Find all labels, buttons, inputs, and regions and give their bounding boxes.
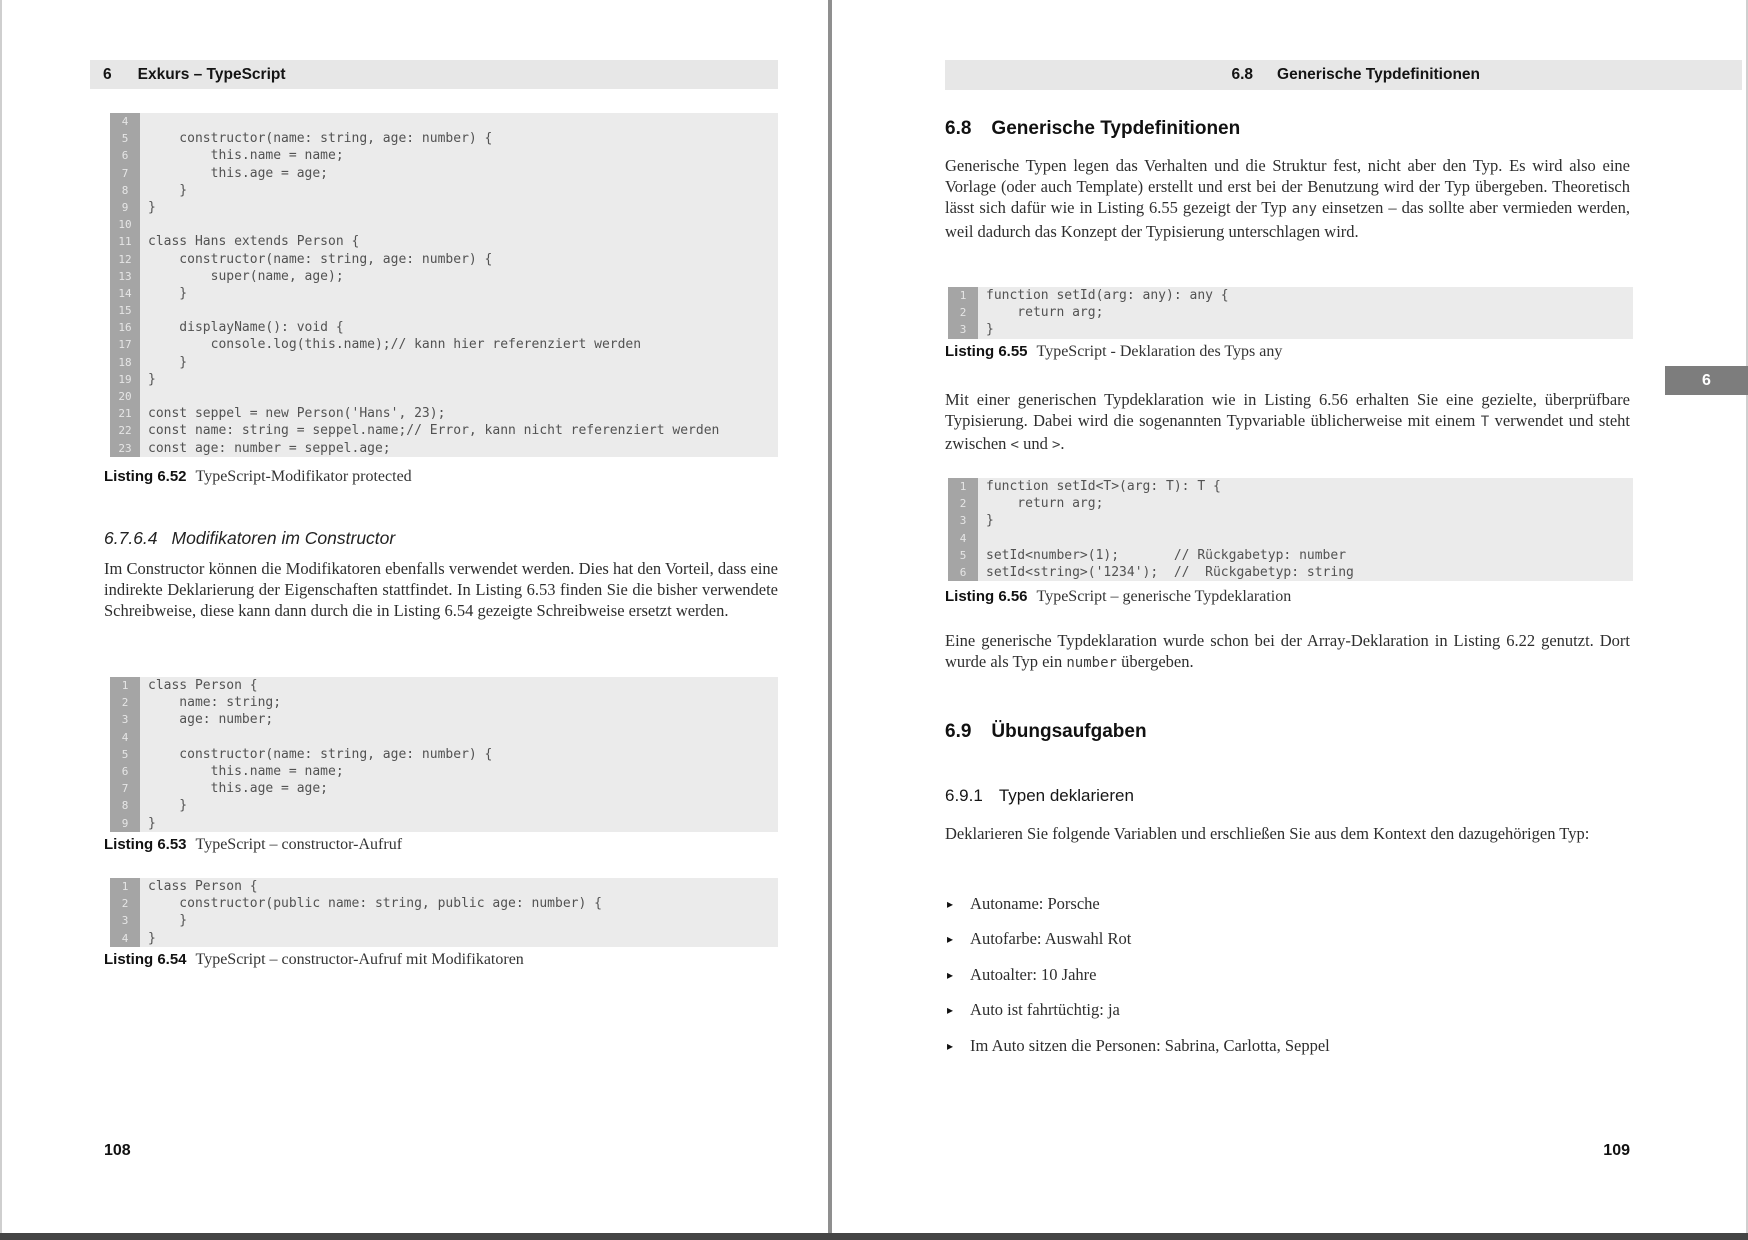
code-text: function setId<T>(arg: T): T { xyxy=(986,479,1221,494)
code-text: this.name = name; xyxy=(148,763,344,779)
text-run: verwendet und steht zwischen xyxy=(945,411,1630,454)
exercise-item-text: Autoalter: 10 Jahre xyxy=(970,964,1097,984)
chapter-thumb-tab: 6 xyxy=(1665,366,1748,395)
line-number: 1 xyxy=(948,287,978,304)
line-number: 11 xyxy=(110,233,140,250)
heading-title: Typen deklarieren xyxy=(998,786,1134,805)
code-listing-6-55 xyxy=(948,287,1633,339)
code-line xyxy=(110,895,778,912)
line-number: 2 xyxy=(948,495,978,512)
line-number: 14 xyxy=(110,285,140,302)
line-number: 17 xyxy=(110,336,140,353)
code-line xyxy=(948,547,1633,564)
line-number: 3 xyxy=(948,321,978,338)
code-line xyxy=(948,478,1633,495)
code-line xyxy=(110,113,778,130)
code-line xyxy=(110,797,778,814)
caption-text: TypeScript – generische Typdeklaration xyxy=(1036,588,1292,605)
heading-title: Übungsaufgaben xyxy=(991,721,1147,742)
line-number: 13 xyxy=(110,268,140,285)
heading-number: 6.9 xyxy=(945,721,972,742)
code-text: } xyxy=(148,354,188,370)
bullet-triangle-icon: ▸ xyxy=(947,1003,954,1018)
line-number: 5 xyxy=(110,746,140,763)
text-run: und xyxy=(1018,434,1052,454)
right-paragraph-1 xyxy=(945,155,1630,242)
code-line xyxy=(110,285,778,302)
code-text: this.age = age; xyxy=(148,165,329,181)
heading-number: 6.9.1 xyxy=(945,786,983,805)
line-number: 4 xyxy=(948,530,978,547)
right-running-head-section-number: 6.8 xyxy=(1231,66,1254,83)
code-line xyxy=(110,165,778,182)
code-text xyxy=(140,216,778,233)
code-text: setId<string>('1234'); // Rückgabetyp: string xyxy=(986,564,1354,580)
right-running-head-bar xyxy=(945,60,1742,90)
line-number: 2 xyxy=(110,895,140,912)
caption-listing-6-52 xyxy=(104,468,412,486)
inline-code: > xyxy=(1051,437,1061,454)
code-text xyxy=(978,530,1633,547)
left-running-head-chapter-number: 6 xyxy=(103,65,112,83)
line-number: 23 xyxy=(110,440,140,457)
code-line xyxy=(110,182,778,199)
right-paragraph-2 xyxy=(945,389,1630,457)
line-number: 4 xyxy=(110,930,140,947)
line-number: 8 xyxy=(110,182,140,199)
line-number: 7 xyxy=(110,780,140,797)
code-text: } xyxy=(148,913,188,929)
caption-label: Listing 6.52 xyxy=(104,468,187,485)
heading-number: 6.8 xyxy=(945,118,972,139)
code-line xyxy=(110,216,778,233)
caption-text: TypeScript-Modifikator protected xyxy=(195,468,412,485)
exercise-list-item xyxy=(947,999,1632,1022)
code-text: } xyxy=(148,930,156,946)
code-line xyxy=(948,321,1633,338)
code-line xyxy=(110,268,778,285)
code-line xyxy=(110,130,778,147)
caption-listing-6-53 xyxy=(104,836,402,854)
code-text: displayName(): void { xyxy=(148,320,344,336)
code-text: class Person { xyxy=(148,879,258,894)
exercise-item-text: Im Auto sitzen die Personen: Sabrina, Carlotta, Seppel xyxy=(970,1035,1330,1055)
code-text xyxy=(140,113,778,130)
left-page-number: 108 xyxy=(104,1142,131,1159)
line-number: 1 xyxy=(948,478,978,495)
line-number: 7 xyxy=(110,165,140,182)
caption-listing-6-54 xyxy=(104,951,524,969)
code-line xyxy=(110,405,778,422)
line-number: 10 xyxy=(110,216,140,233)
heading-6-9-1 xyxy=(945,786,1134,806)
exercise-item-text: Autofarbe: Auswahl Rot xyxy=(970,929,1132,949)
exercise-list-item xyxy=(947,1035,1632,1058)
text-run: Generische Typen legen das Verhalten und die Struktur fest, nicht aber den Typ. Es wird also eine Vorlage (oder auch Template) erstellt und erst bei der Benutzung wird der Typ übergeben. Theoretisch lässt sich dafür wie in Listing 6.55 gezeigt der Typ xyxy=(945,156,1630,218)
line-number: 3 xyxy=(110,912,140,929)
line-number: 2 xyxy=(110,694,140,711)
code-line xyxy=(110,711,778,728)
code-line xyxy=(110,694,778,711)
text-run: einsetzen – das sollte aber vermieden werden, weil dadurch das Konzept der Typisierung unterschlagen wird. xyxy=(945,198,1630,241)
bullet-triangle-icon: ▸ xyxy=(947,1038,954,1053)
code-text: console.log(this.name);// kann hier referenziert werden xyxy=(148,337,642,353)
code-text xyxy=(140,729,778,746)
line-number: 4 xyxy=(110,729,140,746)
code-line xyxy=(110,930,778,947)
line-number: 6 xyxy=(110,763,140,780)
code-line xyxy=(110,233,778,250)
code-listing-6-53 xyxy=(110,677,778,832)
code-line xyxy=(110,371,778,388)
code-line xyxy=(110,878,778,895)
inline-code: T xyxy=(1480,414,1490,431)
bullet-triangle-icon: ▸ xyxy=(947,897,954,911)
left-page-edge-line xyxy=(0,0,2,1233)
code-line xyxy=(110,199,778,216)
exercise-list-item xyxy=(947,893,1632,916)
left-body-paragraph: Im Constructor können die Modifikatoren ebenfalls verwendet werden. Dies hat den Vorteil, dass eine indirekte Deklarierung der Eigenschaften stattfindet. In Listing 6.53 finden Sie die bisher verwendete Schreibweise, diese kann dann durch die in Listing 6.54 gezeigte Schreibweise ersetzt werden. xyxy=(104,559,778,621)
code-text: constructor(name: string, age: number) { xyxy=(148,251,493,267)
line-number: 6 xyxy=(110,147,140,164)
code-listing-6-52 xyxy=(110,113,778,457)
line-number: 2 xyxy=(948,304,978,321)
code-text: return arg; xyxy=(986,496,1104,512)
bullet-triangle-icon: ▸ xyxy=(947,932,954,947)
code-text: function setId(arg: any): any { xyxy=(986,288,1229,303)
text-run: Eine generische Typdeklaration wurde schon bei der Array-Deklaration in Listing 6.22 genutzt. Dort wurde als Typ ein xyxy=(945,631,1630,672)
line-number: 18 xyxy=(110,354,140,371)
code-line xyxy=(110,729,778,746)
line-number: 15 xyxy=(110,302,140,319)
code-line xyxy=(110,147,778,164)
code-text: setId<number>(1); // Rückgabetyp: number xyxy=(986,547,1347,563)
text-run: übergeben. xyxy=(1116,652,1194,672)
code-listing-6-54 xyxy=(110,878,778,947)
code-text: super(name, age); xyxy=(148,268,344,284)
code-text xyxy=(140,388,778,405)
code-text: return arg; xyxy=(986,305,1104,321)
code-text: } xyxy=(148,199,156,215)
caption-label: Listing 6.54 xyxy=(104,951,187,968)
bottom-edge-bar xyxy=(0,1233,1748,1240)
line-number: 5 xyxy=(948,547,978,564)
code-line xyxy=(110,251,778,268)
line-number: 20 xyxy=(110,388,140,405)
line-number: 6 xyxy=(948,564,978,581)
code-text: class Hans extends Person { xyxy=(148,234,360,250)
left-running-head-bar xyxy=(90,60,778,89)
code-text: } xyxy=(148,285,188,301)
caption-text: TypeScript – constructor-Aufruf xyxy=(195,836,403,853)
caption-label: Listing 6.53 xyxy=(104,836,187,853)
heading-6-7-6-4 xyxy=(104,528,395,549)
line-number: 22 xyxy=(110,422,140,439)
exercise-bullet-list xyxy=(947,893,1632,1070)
line-number: 4 xyxy=(110,113,140,130)
exercise-list-item xyxy=(947,928,1632,951)
code-text: } xyxy=(148,182,188,198)
code-line xyxy=(948,304,1633,321)
caption-listing-6-56 xyxy=(945,588,1291,606)
heading-title: Modifikatoren im Constructor xyxy=(171,528,396,548)
line-number: 8 xyxy=(110,797,140,814)
code-line xyxy=(948,530,1633,547)
right-page-number: 109 xyxy=(1603,1142,1630,1159)
code-text: } xyxy=(148,798,188,814)
caption-listing-6-55 xyxy=(945,343,1282,361)
code-line xyxy=(110,815,778,832)
line-number: 1 xyxy=(110,878,140,895)
code-text: } xyxy=(986,513,994,529)
code-listing-6-56 xyxy=(948,478,1633,581)
right-running-head-title: Generische Typdefinitionen xyxy=(1277,66,1480,83)
caption-text: TypeScript – constructor-Aufruf mit Modifikatoren xyxy=(195,951,524,968)
code-text: name: string; xyxy=(148,695,282,711)
code-line xyxy=(110,388,778,405)
code-text: const age: number = seppel.age; xyxy=(148,440,391,456)
text-run: Mit einer generischen Typdeklaration wie in Listing 6.56 erhalten Sie eine gezielte, überprüfbare Typisierung. Dabei wird die sogenannten Typvariable üblicherweise mit einem xyxy=(945,390,1630,431)
code-line xyxy=(948,495,1633,512)
code-text: const seppel = new Person('Hans', 23); xyxy=(148,406,446,422)
caption-label: Listing 6.56 xyxy=(945,588,1028,605)
heading-number: 6.7.6.4 xyxy=(104,528,158,548)
inline-code: number xyxy=(1066,655,1117,672)
inline-code: < xyxy=(1010,437,1019,454)
code-text: this.name = name; xyxy=(148,148,344,164)
line-number: 3 xyxy=(110,711,140,728)
code-text: const name: string = seppel.name;// Error, kann nicht referenziert werden xyxy=(148,423,720,439)
code-line xyxy=(110,763,778,780)
code-line xyxy=(110,422,778,439)
code-line xyxy=(948,287,1633,304)
code-text xyxy=(140,302,778,319)
code-line xyxy=(110,912,778,929)
code-line xyxy=(948,512,1633,529)
code-line xyxy=(948,564,1633,581)
exercise-intro-paragraph: Deklarieren Sie folgende Variablen und erschließen Sie aus dem Kontext den dazugehörigen Typ: xyxy=(945,824,1590,843)
text-run: . xyxy=(1060,434,1065,454)
code-text: class Person { xyxy=(148,678,258,693)
line-number: 12 xyxy=(110,251,140,268)
code-line xyxy=(110,302,778,319)
code-text: this.age = age; xyxy=(148,781,329,797)
heading-6-8 xyxy=(945,118,1240,140)
line-number: 5 xyxy=(110,130,140,147)
code-line xyxy=(110,354,778,371)
code-line xyxy=(110,319,778,336)
left-running-head-title: Exkurs – TypeScript xyxy=(137,65,286,83)
heading-title: Generische Typdefinitionen xyxy=(991,118,1241,139)
inline-code: any xyxy=(1291,201,1317,218)
code-line xyxy=(110,746,778,763)
center-gutter-divider xyxy=(828,0,832,1233)
code-line xyxy=(110,677,778,694)
line-number: 19 xyxy=(110,371,140,388)
code-line xyxy=(110,440,778,457)
code-text: } xyxy=(148,815,156,831)
line-number: 21 xyxy=(110,405,140,422)
caption-text: TypeScript - Deklaration des Typs any xyxy=(1036,343,1283,360)
line-number: 9 xyxy=(110,815,140,832)
code-text: } xyxy=(148,371,156,387)
right-paragraph-3 xyxy=(945,630,1630,674)
code-line xyxy=(110,780,778,797)
exercise-item-text: Auto ist fahrtüchtig: ja xyxy=(970,1000,1120,1020)
line-number: 1 xyxy=(110,677,140,694)
code-line xyxy=(110,336,778,353)
line-number: 3 xyxy=(948,512,978,529)
code-text: constructor(name: string, age: number) { xyxy=(148,746,493,762)
code-text: age: number; xyxy=(148,712,274,728)
code-text: } xyxy=(986,322,994,338)
heading-6-9 xyxy=(945,721,1147,743)
bullet-triangle-icon: ▸ xyxy=(947,967,954,982)
caption-label: Listing 6.55 xyxy=(945,343,1028,360)
code-text: constructor(name: string, age: number) { xyxy=(148,131,493,147)
code-text: constructor(public name: string, public age: number) { xyxy=(148,896,602,912)
line-number: 16 xyxy=(110,319,140,336)
exercise-item-text: Autoname: Porsche xyxy=(970,894,1100,913)
exercise-list-item xyxy=(947,964,1632,987)
line-number: 9 xyxy=(110,199,140,216)
